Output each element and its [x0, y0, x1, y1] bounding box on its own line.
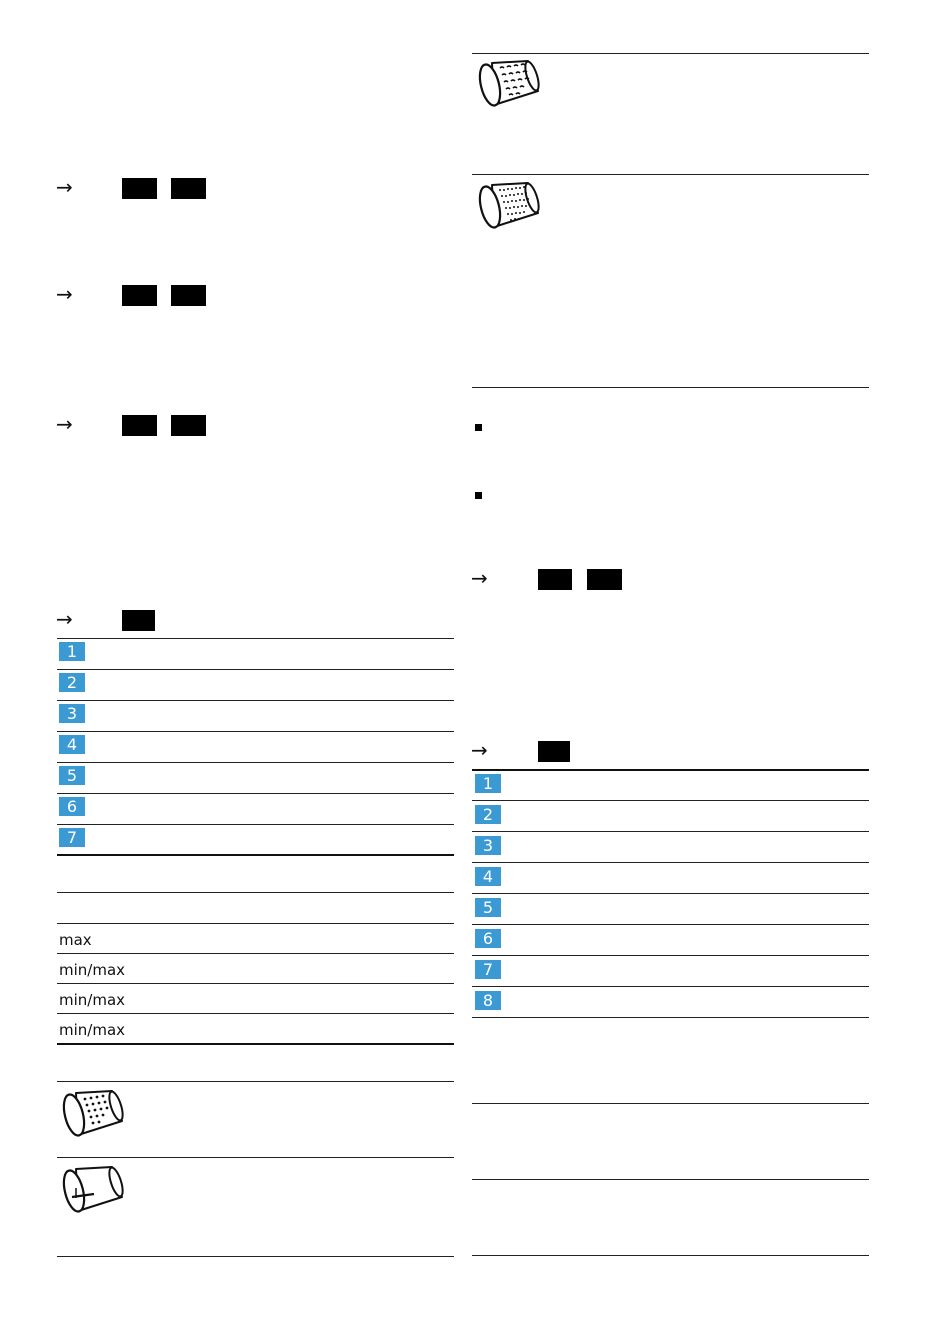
- bullet-icon: [475, 492, 482, 499]
- arrow-icon: →: [471, 566, 488, 590]
- setting-label: min/max: [59, 1021, 126, 1039]
- divider: [472, 1179, 869, 1180]
- part-number-badge: 6: [59, 797, 85, 816]
- part-number-badge: 7: [59, 828, 85, 847]
- part-number-badge: 4: [59, 735, 85, 754]
- redacted-block: [171, 415, 206, 436]
- part-number-badge: 5: [475, 898, 501, 917]
- coarse-grater-drum-icon: [476, 58, 542, 110]
- redacted-block: [122, 178, 157, 199]
- redacted-block: [122, 285, 157, 306]
- slicer-drum-icon: [60, 1164, 126, 1216]
- bullet-icon: [475, 424, 482, 431]
- part-number-badge: 3: [59, 704, 85, 723]
- redacted-block: [587, 569, 622, 590]
- part-number-badge: 3: [475, 836, 501, 855]
- part-number-badge: 1: [59, 642, 85, 661]
- setting-label: min/max: [59, 991, 126, 1009]
- redacted-block: [122, 415, 157, 436]
- arrow-icon: →: [56, 412, 73, 436]
- part-number-badge: 7: [475, 960, 501, 979]
- redacted-block: [171, 178, 206, 199]
- part-number-badge: 6: [475, 929, 501, 948]
- part-number-badge: 2: [59, 673, 85, 692]
- grater-drum-icon: [60, 1088, 126, 1140]
- arrow-icon: →: [471, 738, 488, 762]
- divider: [472, 1103, 869, 1104]
- part-number-badge: 4: [475, 867, 501, 886]
- arrow-icon: →: [56, 282, 73, 306]
- part-number-badge: 8: [475, 991, 501, 1010]
- part-number-badge: 2: [475, 805, 501, 824]
- redacted-block: [538, 569, 572, 590]
- part-number-badge: 1: [475, 774, 501, 793]
- part-number-badge: 5: [59, 766, 85, 785]
- divider: [472, 1255, 869, 1256]
- redacted-block: [171, 285, 206, 306]
- redacted-block: [122, 610, 155, 631]
- arrow-icon: →: [56, 607, 73, 631]
- setting-label: max: [59, 931, 92, 949]
- redacted-block: [538, 741, 570, 762]
- setting-label: min/max: [59, 961, 126, 979]
- fine-grater-drum-icon: [476, 180, 542, 232]
- arrow-icon: →: [56, 175, 73, 199]
